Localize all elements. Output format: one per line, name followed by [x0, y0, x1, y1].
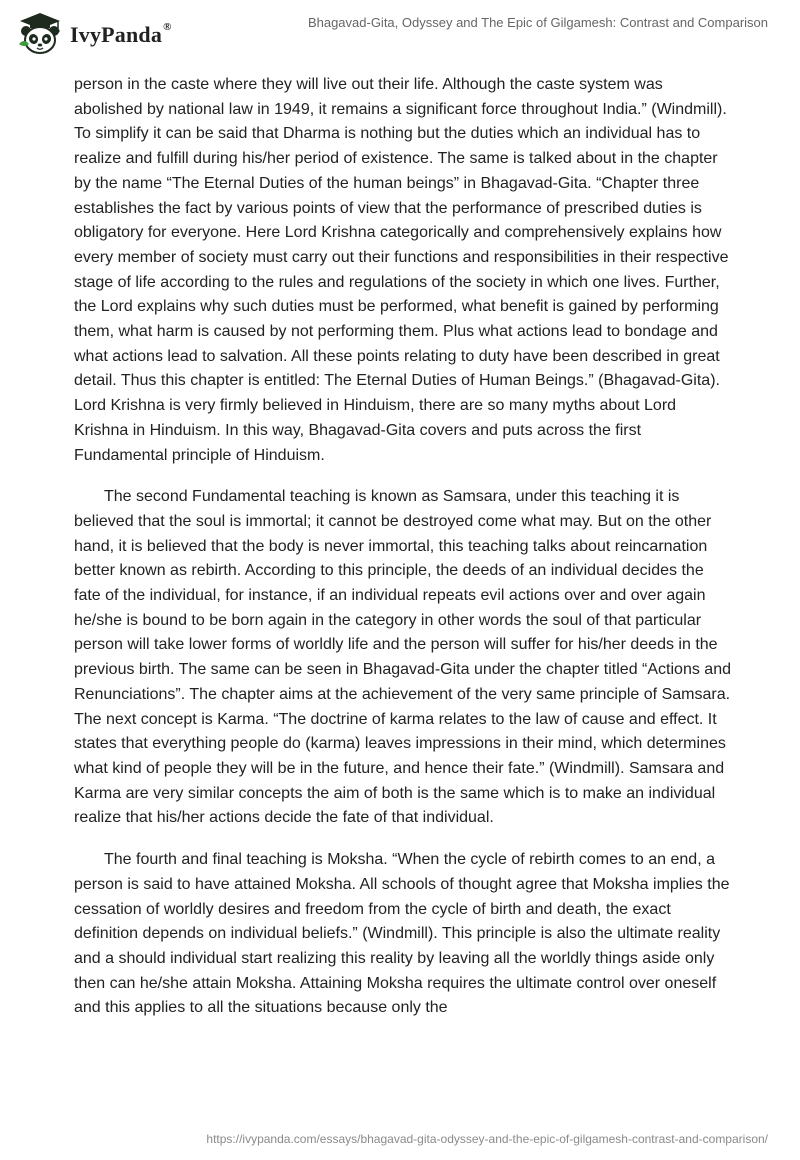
panda-graduate-icon [16, 10, 64, 58]
source-url-link[interactable]: https://ivypanda.com/essays/bhagavad-gita-odyssey-and-the-epic-of-gilgamesh-contrast-and-comparison/ [206, 1132, 768, 1146]
logo-text: IvyPanda [70, 22, 163, 47]
paragraph: person in the caste where they will live out their life. Although the caste system was abolished by national law in 1949, it remains a significant force throughout India.” (Windmill). To simplify it can be said that Dharma is nothing but the duties which an individual has to realize and fulfill during his/her period of existence. The same is talked about in the chapter by the name “The Eternal Duties of the human beings” in Bhagavad-Gita. “Chapter three establishes the fact by various points of view that the performance of prescribed duties is obligatory for everyone. Here Lord Krishna categorically and comprehensively explains how every member of society must carry out their functions and responsibilities in their respective stage of life according to the rules and regulations of the society in which one lives. Further, the Lord explains why such duties must be performed, what benefit is gained by performing them, what harm is caused by not performing them. Plus what actions lead to bondage and what actions lead to salvation. All these points relating to duty have been described in great detail. Thus this chapter is entitled: The Eternal Duties of Human Beings.” (Bhagavad-Gita). Lord Krishna is very firmly believed in Hinduism, there are so many myths about Lord Krishna in Hinduism. In this way, Bhagavad-Gita covers and puts across the first Fundamental principle of Hinduism. [74, 76, 729, 464]
paragraph: The fourth and final teaching is Moksha. “When the cycle of rebirth comes to an end, a person is said to have attained Moksha. All schools of thought agree that Moksha implies the cessation of worldly desires and freedom from the cycle of birth and death, the exact definition depends on individual beliefs.” (Windmill). This principle is also the ultimate reality and a should individual start realizing this reality by leaving all the worldly things aside only then can he/she attain Moksha. Attaining Moksha requires the ultimate control over oneself and this applies to all the situations because only the [74, 851, 730, 1017]
paragraph: The second Fundamental teaching is known as Samsara, under this teaching it is believed that the soul is immortal; it cannot be destroyed come what may. But on the other hand, it is believed that the body is never immortal, this teaching talks about reincarnation better known as rebirth. According to this principle, the deeds of an individual decides the fate of the individual, for instance, if an individual repeats evil actions over and over again he/she is bound to be born again in the category in other words the soul of that particular person will take lower forms of worldly life and the person will suffer for his/her deeds in the previous birth. The same can be seen in Bhagavad-Gita under the chapter titled “Actions and Renunciations”. The chapter aims at the achievement of the very same principle of Samsara. The next concept is Karma. “The doctrine of karma relates to the law of cause and effect. It states that everything people do (karma) leaves impressions in their mind, which determines what kind of people they will be in the future, and hence their fate.” (Windmill). Samsara and Karma are very similar concepts the aim of both is the same which is to make an individual realize that his/her actions decide the fate of that individual. [74, 488, 731, 827]
page-header [0, 0, 800, 64]
logo-wordmark [70, 22, 172, 48]
ivypanda-logo[interactable] [16, 10, 172, 58]
essay-body [74, 73, 734, 1038]
document-title: Bhagavad-Gita, Odyssey and The Epic of Gilgamesh: Contrast and Comparison [307, 15, 768, 30]
registered-mark: ® [163, 20, 172, 33]
